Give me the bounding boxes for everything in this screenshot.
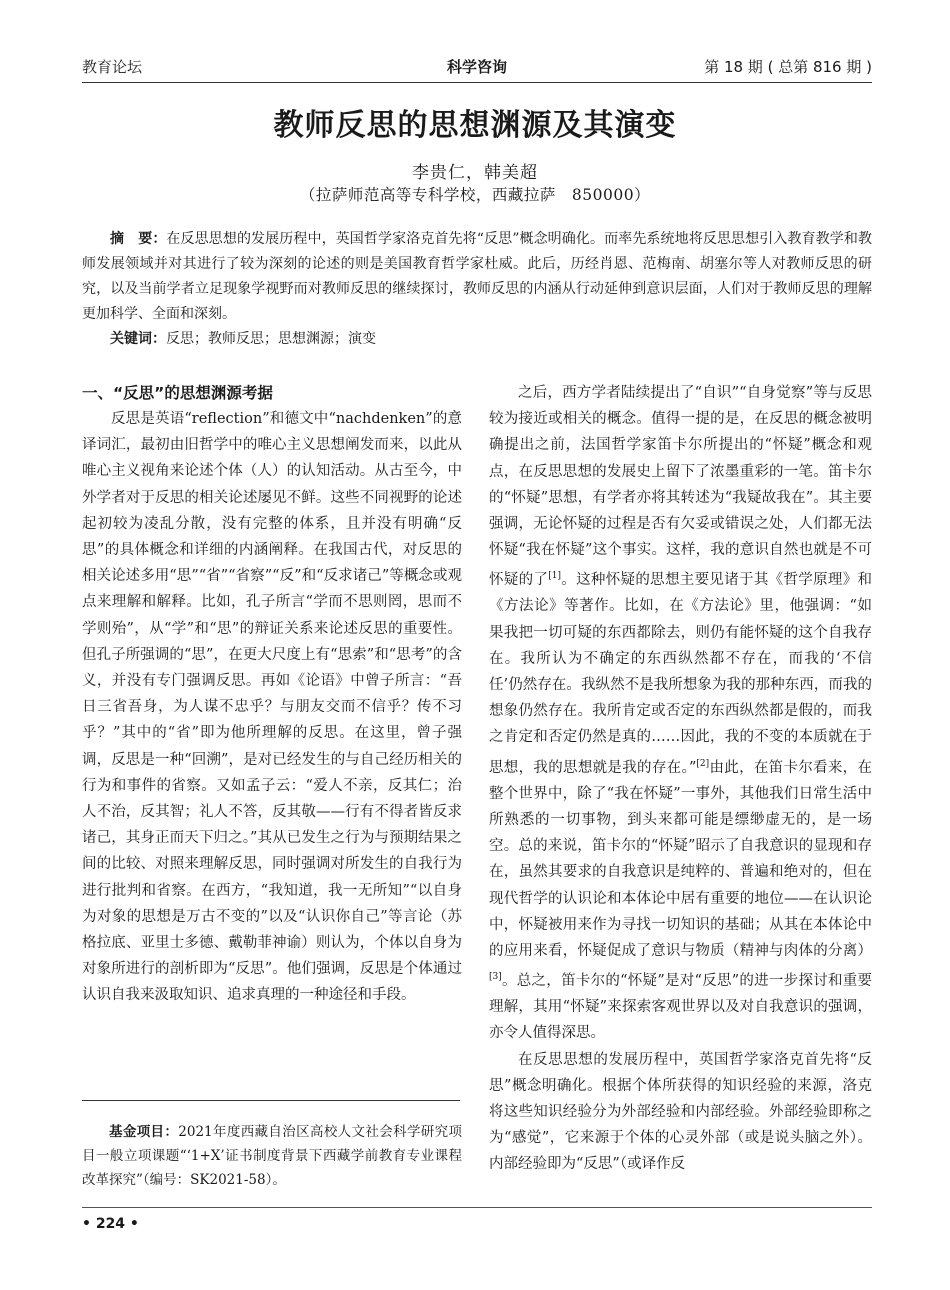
keywords-label: 关键词： <box>110 331 166 347</box>
citation: [2] <box>696 758 710 769</box>
footer-divider <box>82 1207 872 1208</box>
header-journal: 科学咨询 <box>446 58 507 76</box>
page-number: • 224 • <box>82 1216 139 1232</box>
paragraph-text: 。这种怀疑的思想主要见诸于其《哲学原理》和《方法论》等著作。比如，在《方法论》里，他强调：“如果我把一切可疑的东西都除去，则仍有能怀疑的这个自我存在。我所认为不确定的东西纵然都不存在，而我的‘不信任’仍然存在。我纵然不是我所想象为我的那种东西，而我的想象仍然存在。我所肯定或否定的东西纵然都是假的，而我之肯定和否定仍然是真的……因此，我的不变的本质就在于思想，我的思想就是我的存在。” <box>489 572 873 776</box>
right-column <box>489 380 872 1178</box>
paragraph-text: 由此，在笛卡尔看来，在整个世界中，除了“我在怀疑”一事外，其他我们日常生活中所熟悉的一切事物，到头来都可能是缥缈虚无的，是一场空。总的来说，笛卡尔的“怀疑”昭示了自我意识的显现和存在，虽然其要求的自我意识是纯粹的、普遍和绝对的，但在现代哲学的认识论和本体论中居有重要的地位——在认识论中，怀疑被用来作为寻找一切知识的基础；从其在本体论中的应用来看，怀疑促成了意识与物质（精神与肉体的分离） <box>489 759 872 959</box>
running-header <box>82 52 872 83</box>
section-heading: 一、“反思”的思想渊源考据 <box>82 384 273 402</box>
paper-title: 教师反思的思想渊源及其演变 <box>273 108 677 143</box>
citation: [1] <box>548 571 561 582</box>
abstract <box>82 227 872 327</box>
abstract-label: 摘 要： <box>110 231 167 247</box>
keywords <box>82 327 872 352</box>
paragraph-text: 。总之，笛卡尔的“怀疑”是对“反思”的进一步探讨和重要理解，其用“怀疑”来探索客观世界以及对自我意识的强调，亦令人值得深思。 <box>489 972 872 1042</box>
footnote-label: 基金项目： <box>109 1124 179 1140</box>
paragraph: 在反思思想的发展历程中，英国哲学家洛克首先将“反思”概念明确化。根据个体所获得的知识经验的来源，洛克将这些知识经验分为外部经验和内部经验。外部经验即称之为“感觉”，它来源于个体的心灵外部（或是说头脑之外）。内部经验即为“反思”（或译作反 <box>489 1051 872 1173</box>
header-section: 教育论坛 <box>82 58 143 76</box>
header-issue: 第 18 期 ( 总第 816 期 ) <box>704 58 872 76</box>
authors: 李贵仁，韩美超 <box>412 163 538 183</box>
paragraph <box>489 380 872 1047</box>
footnote-text: 2021年度西藏自治区高校人文社会科学研究项目一般立项课题“‘1+X’证书制度背景下西藏学前教育专业课程改革探究”（编号：SK2021-58）。 <box>82 1124 463 1188</box>
left-column <box>82 380 462 1009</box>
paragraph-text: 之后，西方学者陆续提出了“自识”“自身觉察”等与反思较为接近或相关的概念。值得一提的是，在反思的概念被明确提出之前，法国哲学家笛卡尔所提出的“怀疑”概念和观点，在反思思想的发展史上留下了浓墨重彩的一笔。笛卡尔的“怀疑”思想，有学者亦将其转述为“我疑故我在”。其主要强调，无论怀疑的过程是否有欠妥或错误之处，人们都无法怀疑“我在怀疑”这个事实。这样，我的意识自然也就是不可怀疑的了 <box>489 385 872 589</box>
citation: [3] <box>489 972 502 983</box>
funding-footnote <box>82 1120 462 1192</box>
paragraph: 反思是英语“reflection”和德文中“nachdenken”的意译词汇，最初由旧哲学中的唯心主义思想阐发而来，以此从唯心主义视角来论述个体（人）的认知活动。从古至今，中外学者对于反思的相关论述屡见不鲜。这些不同视野的论述起初较为凌乱分散，没有完整的体系，且并没有明确“反思”的具体概念和详细的内涵阐释。在我国古代，对反思的相关论述多用“思”“省”“省察”“反”和“反求诸己”等概念或观点来理解和解释。比如，孔子所言“学而不思则罔，思而不学则殆”，从“学”和“思”的辩证关系来论述反思的重要性。但孔子所强调的“思”，在更大尺度上有“思索”和“思考”的含义，并没有专门强调反思。再如《论语》中曾子所言：“吾日三省吾身，为人谋不忠乎？与朋友交而不信乎？传不习乎？”其中的“省”即为他所理解的反思。在这里，曾子强调，反思是一种“回溯”，是对已经发生的与自己经历相关的行为和事件的省察。又如孟子云：“爱人不亲，反其仁；治人不治，反其智；礼人不答，反其敬——行有不得者皆反求诸己，其身正而天下归之。”其从已发生之行为与预期结果之间的比较、对照来理解反思，同时强调对所发生的自我行为进行批判和省察。在西方，“我知道，我一无所知”“以自身为对象的思想是万古不变的”以及“认识你自己”等言论（苏格拉底、亚里士多德、戴勒菲神谕）则认为，个体以自身为对象所进行的剖析即为“反思”。他们强调，反思是个体通过认识自我来汲取知识、追求真理的一种途径和手段。 <box>82 411 462 1004</box>
affiliation: （拉萨师范高等专科学校，西藏拉萨 850000） <box>299 186 651 204</box>
keywords-text: 反思；教师反思；思想渊源；演变 <box>166 331 376 347</box>
footnote-divider <box>82 1100 460 1101</box>
abstract-text: 在反思思想的发展历程中，英国哲学家洛克首先将“反思”概念明确化。而率先系统地将反思思想引入教育教学和教师发展领域并对其进行了较为深刻的论述的则是美国教育哲学家杜威。此后，历经肖恩、范梅南、胡塞尔等人对教师反思的研究，以及当前学者立足现象学视野而对教师反思的继续探讨，教师反思的内涵从行动延伸到意识层面，人们对于教师反思的理解更加科学、全面和深刻。 <box>82 231 872 322</box>
